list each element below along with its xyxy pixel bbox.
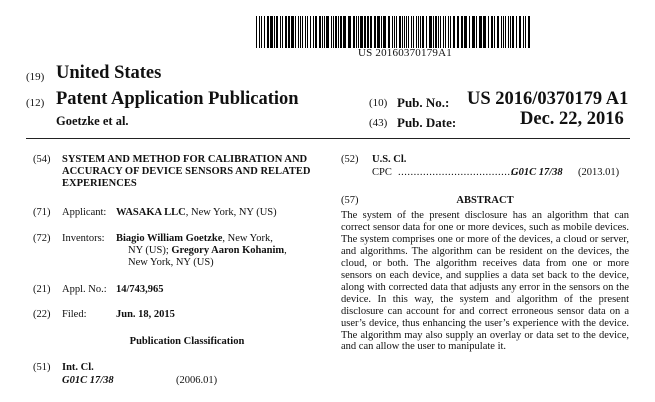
abstract-body: The system of the present disclosure has an algorithm that can correct sensor data for one or more devices, such as mobile devices. The system comprises one or more of the devices, a cloud or server, and algorithms. The algorithm can be resident on the devices, the cloud, or both. The algorithm receives data from one or more sensors on each device, and supplies a data set back to the device, along with corrected data that adjusts any error in the sensors on the device. In this way, the system and algorithm of the present disclosure can account for and correct erroneous sensor data on a user’s device, thus enhancing the user’s experience with the device. The algorithm may also supply an overlay or data set to the device, and can allow the user to manipulate it. <box>341 210 629 353</box>
inventor-2-loc-a: , <box>284 245 287 257</box>
applicant-value <box>116 207 277 218</box>
inventors-list <box>116 233 316 270</box>
filed-code: (22) <box>33 309 51 320</box>
us-cl-label: U.S. Cl. <box>372 154 407 165</box>
cpc-label: CPC <box>372 167 392 178</box>
inventor-2-name: Gregory Aaron Kohanim <box>171 245 285 257</box>
abstract-heading: ABSTRACT <box>456 195 514 206</box>
applicant-name: WASAKA LLC <box>116 207 186 218</box>
applicant-code: (71) <box>33 207 51 218</box>
barcode-graphic <box>256 16 530 48</box>
abstract-code: (57) <box>341 195 359 206</box>
int-cl-class: G01C 17/38 <box>62 375 114 386</box>
inventors-label: Inventors: <box>62 233 105 244</box>
cpc-dots: ...................................... <box>398 167 517 178</box>
publication-type: Patent Application Publication <box>56 89 299 109</box>
title-code: (54) <box>33 154 51 165</box>
country: United States <box>56 63 162 83</box>
cpc-year: (2013.01) <box>578 167 620 178</box>
pub-no-label: Pub. No.: <box>397 95 450 110</box>
pub-date-value: Dec. 22, 2016 <box>520 109 624 129</box>
int-cl-label: Int. Cl. <box>62 362 94 373</box>
filed-value: Jun. 18, 2015 <box>116 309 175 320</box>
pub-no-value: US 2016/0370179 A1 <box>467 89 629 109</box>
inventors-code: (72) <box>33 233 51 244</box>
barcode-number: US 20160370179A1 <box>358 47 452 59</box>
appl-no-code: (21) <box>33 284 51 295</box>
pub-date-label: Pub. Date: <box>397 115 457 130</box>
inventor-1-loc-a: , New York, <box>222 233 273 244</box>
int-cl-code: (51) <box>33 362 51 373</box>
inventor-2-loc-b: New York, NY (US) <box>128 257 214 269</box>
cpc-class: G01C 17/38 <box>511 167 563 178</box>
code-12: (12) <box>26 97 45 109</box>
code-19: (19) <box>26 71 45 83</box>
classification-heading: Publication Classification <box>129 336 245 347</box>
inventor-short: Goetzke et al. <box>56 114 129 128</box>
applicant-location: , New York, NY (US) <box>185 207 277 218</box>
header-divider <box>26 138 630 139</box>
code-43: (43) <box>369 117 388 129</box>
code-10: (10) <box>369 97 388 109</box>
inventor-1-name: Biagio William Goetzke <box>116 233 223 244</box>
us-cl-code: (52) <box>341 154 359 165</box>
inventor-1-loc-b: NY (US); <box>128 245 172 257</box>
appl-no-value: 14/743,965 <box>116 284 164 295</box>
filed-label: Filed: <box>62 309 87 320</box>
int-cl-year: (2006.01) <box>176 375 218 386</box>
invention-title: SYSTEM AND METHOD FOR CALIBRATION AND ACCURACY OF DEVICE SENSORS AND RELATED EXPERIENCES <box>62 154 311 189</box>
appl-no-label: Appl. No.: <box>62 284 107 295</box>
applicant-label: Applicant: <box>62 207 107 218</box>
